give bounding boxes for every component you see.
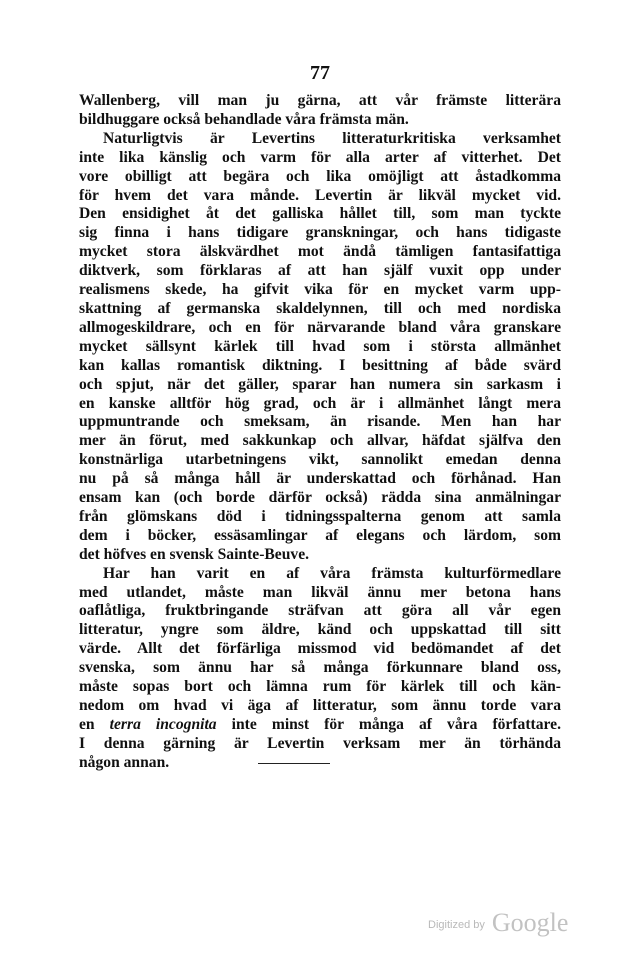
- text-line: bildhuggare också behandlade våra främsta män.: [79, 110, 409, 128]
- text-line: sig finna i hans tidigare granskningar, och hans tidigaste: [79, 224, 561, 242]
- text-line: diktverk, som förklaras af att han själf vuxit opp under: [79, 262, 561, 280]
- text-line: Den ensidighet åt det galliska hållet till, som man tyckte: [79, 205, 561, 223]
- text-line: för hvem det vara månde. Levertin är likväl mycket vid.: [79, 186, 561, 204]
- text-line: Wallenberg, vill man ju gärna, att vår främste litterära: [79, 92, 561, 109]
- text-line: oaflåtliga, fruktbringande sträfvan att göra all vår egen: [79, 602, 561, 620]
- text-segment: en: [79, 715, 110, 733]
- text-line: mycket stora älskvärdhet mot ändå tämligen fantasifattiga: [79, 243, 561, 261]
- text-line: värde. Allt det förfärliga missmod vid bedömandet af det: [79, 640, 561, 658]
- text-line: vore obilligt att begära och lika omöjligt att åstadkomma: [79, 167, 561, 185]
- body-text: [79, 92, 561, 773]
- italic-phrase: terra incognita: [109, 715, 217, 733]
- text-line: inte lika känslig och varm för alla arter af vitterhet. Det: [79, 148, 561, 166]
- text-line: någon annan.: [79, 753, 170, 771]
- text-line: en kanske alltför hög grad, och är i allmänhet långt mera: [79, 394, 561, 412]
- text-line: Har han varit en af våra främsta kulturförmedlare: [103, 564, 561, 582]
- text-line: från glömskans död i tidningsspalterna genom att samla: [79, 507, 561, 525]
- text-line: litteratur, yngre som äldre, känd och uppskattad till sitt: [79, 621, 561, 639]
- text-line: Naturligtvis är Levertins litteraturkritiska verksamhet: [103, 129, 561, 147]
- text-line: mycket sällsynt kärlek till hvad som i största allmänhet: [79, 337, 561, 355]
- page-number: 77: [310, 62, 330, 84]
- text-line: kan kallas romantisk diktning. I besittning af både svärd: [79, 356, 561, 374]
- text-line: mer än förut, med sakkunkap och allvar, häfdat själfva den: [79, 432, 561, 450]
- text-line: och spjut, när det gäller, sparar han numera sin sarkasm i: [79, 375, 561, 393]
- section-divider: [258, 763, 330, 764]
- text-line: konstnärliga utarbetningens vikt, sannolikt emedan denna: [79, 451, 561, 469]
- digitized-label: Digitized by: [428, 919, 485, 931]
- text-line: realismens skede, ha gifvit vika för en mycket varm upp-: [79, 281, 561, 299]
- text-line: allmogeskildrare, och en för närvarande bland våra granskare: [79, 318, 561, 336]
- text-segment: inte minst för många af våra författare.: [216, 715, 561, 733]
- text-line: det höfves en svensk Sainte-Beuve.: [79, 545, 310, 563]
- google-logo: Google: [491, 908, 569, 937]
- text-line: uppmuntrande och smeksam, än risande. Men han har: [79, 413, 561, 431]
- text-line: måste sopas bort och lämna rum för kärlek till och kän-: [79, 678, 561, 696]
- text-line: dem i böcker, essäsamlingar af elegans och lärdom, som: [79, 526, 561, 544]
- text-line: skattning af germanska skaldelynnen, till och med nordiska: [79, 299, 561, 317]
- text-line: [79, 716, 561, 735]
- text-line: nedom om hvad vi äga af litteratur, som ännu torde vara: [79, 697, 561, 714]
- text-line: svenska, som ännu har så många förkunnare bland oss,: [79, 659, 561, 677]
- digitized-watermark: [428, 908, 568, 938]
- text-line: med utlandet, måste man likväl ännu mer betona hans: [79, 583, 561, 601]
- text-line: nu på så många håll är underskattad och förhånad. Han: [79, 470, 561, 488]
- text-line: I denna gärning är Levertin verksam mer än törhända: [79, 734, 561, 752]
- text-line: ensam kan (och borde därför också) rädda sina anmälningar: [79, 489, 561, 507]
